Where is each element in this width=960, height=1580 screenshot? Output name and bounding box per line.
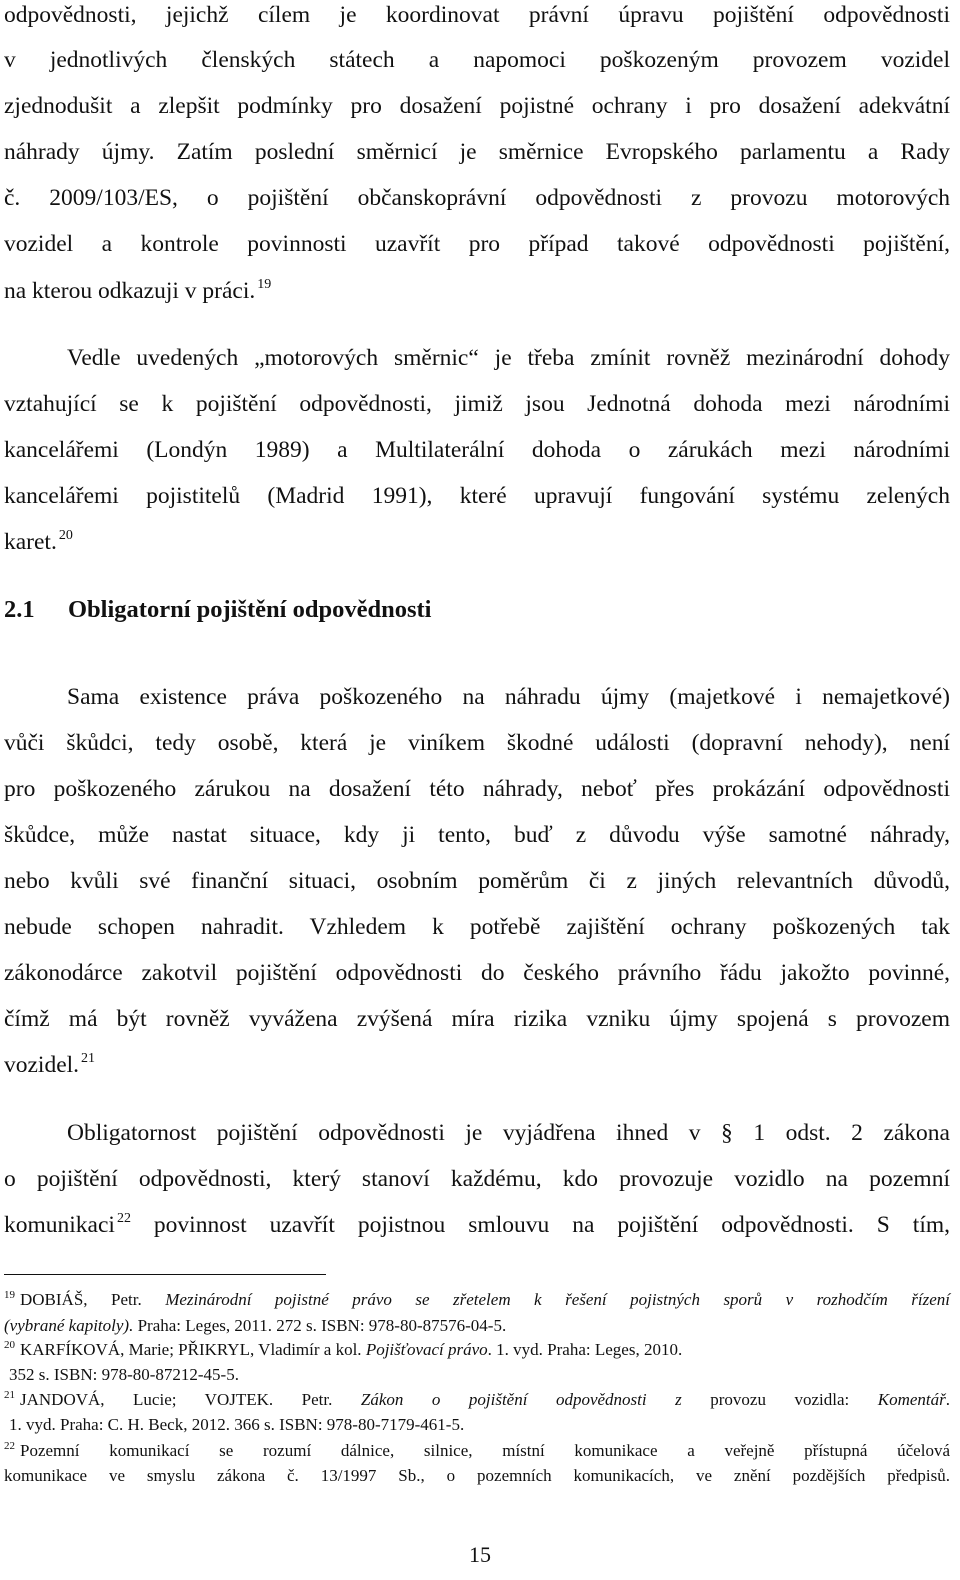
body-line: kancelářemi (Londýn 1989) a Multilaterální dohoda o zárukách mezi národními xyxy=(4,437,950,463)
body-line: čímž má být rovněž vyvážena zvýšená míra rizika vzniku újmy spojená s provozem xyxy=(4,1006,950,1032)
footnote-ref-19[interactable]: 19 xyxy=(257,277,272,292)
section-number: 2.1 xyxy=(4,596,35,623)
footnote-text: . xyxy=(945,1390,950,1409)
page-number: 15 xyxy=(469,1542,491,1567)
body-line: náhrady újmy. Zatím poslední směrnicí je směrnice Evropského parlamentu a Rady xyxy=(4,139,950,165)
footnote-publication: . 1. vyd. Praha: Leges, 2010. xyxy=(487,1340,683,1359)
body-line: nebo kvůli své finanční situaci, osobním poměrům či z jiných relevantních důvodů, xyxy=(4,868,950,894)
footnote-title: Komentář xyxy=(849,1390,946,1409)
body-line: o pojištění odpovědnosti, který stanoví každému, kdo provozuje vozidlo na pozemní xyxy=(4,1166,950,1192)
body-line: škůdce, může nastat situace, kdy ji tento, buď z důvodu výše samotné náhrady, xyxy=(4,822,950,848)
body-line xyxy=(4,1210,950,1240)
body-line: Sama existence práva poškozeného na náhradu újmy (majetkové i nemajetkové) xyxy=(67,684,950,710)
body-line: vozidel a kontrole povinnosti uzavřít pro případ takové odpovědnosti pojištění, xyxy=(4,231,950,257)
body-line-text: komunikaci xyxy=(4,1212,115,1238)
body-line: v jednotlivých členských státech a napomoci poškozeným provozem vozidel xyxy=(4,47,950,73)
footnote-number: 19 xyxy=(4,1289,15,1301)
footnote-19 xyxy=(4,1289,950,1311)
body-line: vůči škůdci, tedy osobě, která je viníkem škodné události (dopravní nehody), není xyxy=(4,730,950,756)
footnote-20-cont: 352 s. ISBN: 978-80-87212-45-5. xyxy=(9,1365,239,1384)
footnote-author: DOBIÁŠ, Petr. xyxy=(20,1290,142,1309)
footnote-title: (vybrané kapitoly). xyxy=(4,1316,134,1335)
body-line: č. 2009/103/ES, o pojištění občanskoprávní odpovědnosti z provozu motorových xyxy=(4,185,950,211)
footnote-title: Zákon o pojištění odpovědnosti z xyxy=(360,1390,682,1409)
footnote-title: Pojišťovací právo xyxy=(365,1340,488,1359)
body-line: nebude schopen nahradit. Vzhledem k potřebě zajištění ochrany poškozených tak xyxy=(4,914,950,940)
footnote-text: Pozemní komunikací se rozumí dálnice, silnice, místní komunikace a veřejně přístupná účelová xyxy=(20,1441,950,1460)
footnote-publication: Praha: Leges, 2011. 272 s. ISBN: 978-80-87576-04-5. xyxy=(133,1316,507,1335)
footnote-number: 20 xyxy=(4,1339,15,1351)
footnote-22 xyxy=(4,1440,950,1462)
footnote-22-cont: komunikace ve smyslu zákona č. 13/1997 Sb., o pozemních komunikacích, ve znění pozdějších předpisů. xyxy=(4,1466,950,1485)
body-line-text: na kterou odkazuji v práci. xyxy=(4,278,256,304)
body-line xyxy=(4,527,73,557)
body-line xyxy=(4,276,271,306)
body-line: kancelářemi pojistitelů (Madrid 1991), které upravují fungování systému zelených xyxy=(4,483,950,509)
body-line: zjednodušit a zlepšit podmínky pro dosažení pojistné ochrany i pro dosažení adekvátní xyxy=(4,93,950,119)
footnote-number: 21 xyxy=(4,1389,15,1401)
body-line-text: vozidel. xyxy=(4,1052,80,1078)
footnote-text: provozu vozidla: xyxy=(681,1390,850,1409)
section-heading xyxy=(4,594,431,626)
footnote-title: Mezinárodní pojistné právo se zřetelem k řešení pojistných sporů v rozhodčím řízení xyxy=(165,1290,951,1309)
footnote-number: 22 xyxy=(4,1440,15,1452)
footnote-19-cont xyxy=(4,1315,506,1337)
body-line: pro poškozeného zárukou na dosažení této náhrady, neboť přes prokázání odpovědnosti xyxy=(4,776,950,802)
body-line xyxy=(4,1050,95,1080)
body-line: zákonodárce zakotvil pojištění odpovědnosti do českého právního řádu jakožto povinné, xyxy=(4,960,950,986)
footnote-author: KARFÍKOVÁ, Marie; PŘIKRYL, Vladimír a kol. xyxy=(20,1340,362,1359)
footnote-21-cont: 1. vyd. Praha: C. H. Beck, 2012. 366 s. ISBN: 978-80-7179-461-5. xyxy=(9,1415,465,1434)
footnote-separator xyxy=(4,1274,326,1275)
footnote-20 xyxy=(4,1339,682,1361)
footnote-ref-21[interactable]: 21 xyxy=(81,1051,96,1066)
body-line: odpovědnosti, jejichž cílem je koordinovat právní úpravu pojištění odpovědnosti xyxy=(4,2,950,28)
body-line-text: povinnost uzavřít pojistnou smlouvu na pojištění odpovědnosti. S tím, xyxy=(130,1212,950,1238)
body-line-text: karet. xyxy=(4,529,57,555)
body-line: Obligatornost pojištění odpovědnosti je vyjádřena ihned v § 1 odst. 2 zákona xyxy=(67,1120,950,1146)
body-line: vztahující se k pojištění odpovědnosti, jimiž jsou Jednotná dohoda mezi národními xyxy=(4,391,950,417)
footnote-21 xyxy=(4,1389,950,1411)
body-line: Vedle uvedených „motorových směrnic“ je třeba zmínit rovněž mezinárodní dohody xyxy=(67,345,950,371)
section-title: Obligatorní pojištění odpovědnosti xyxy=(68,596,432,623)
footnote-ref-20[interactable]: 20 xyxy=(58,528,73,543)
footnote-ref-22[interactable]: 22 xyxy=(116,1211,131,1226)
footnote-author: JANDOVÁ, Lucie; VOJTEK. Petr. xyxy=(20,1390,333,1409)
